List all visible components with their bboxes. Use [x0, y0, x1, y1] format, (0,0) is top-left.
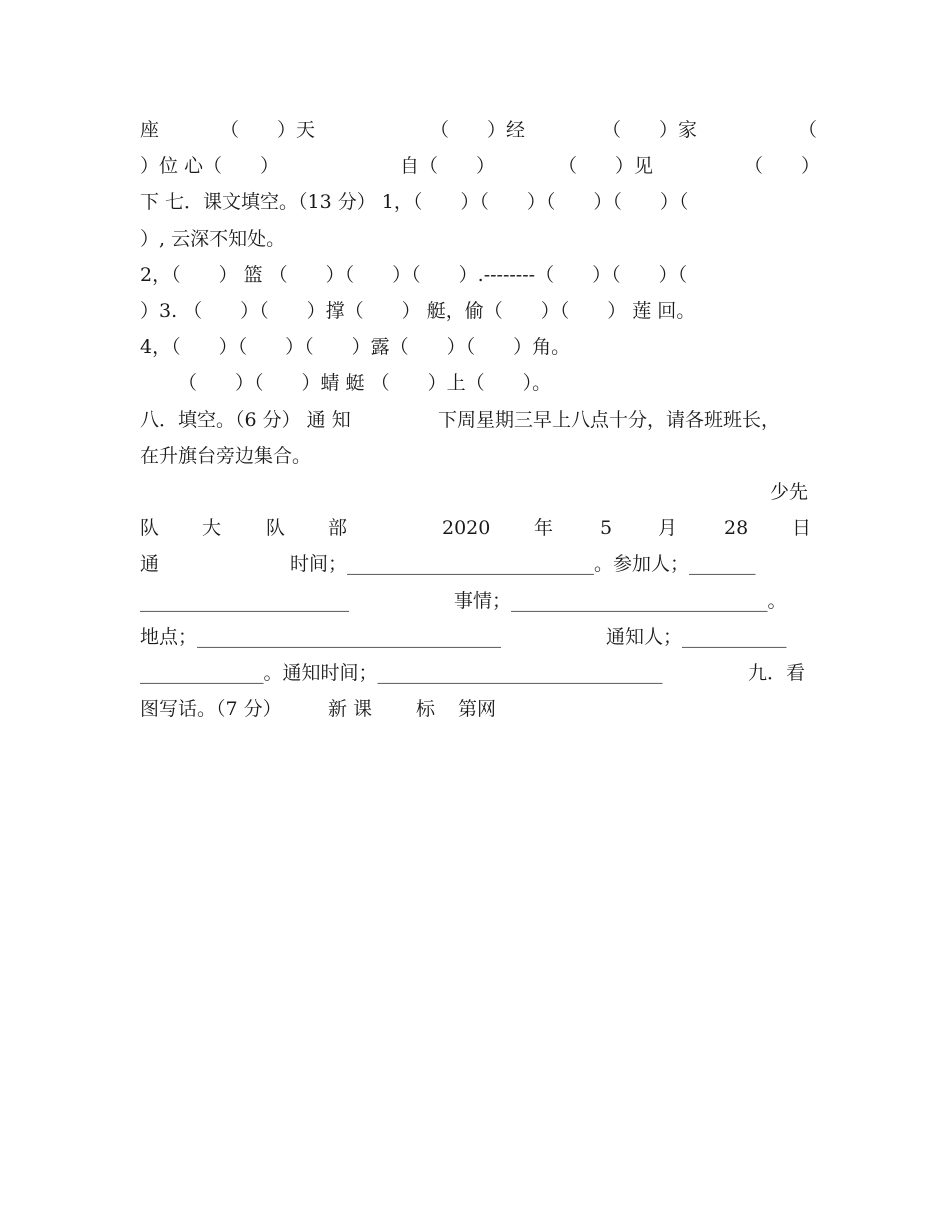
- text-segment: ______________________: [140, 589, 349, 612]
- text-segment: 28: [724, 517, 749, 540]
- text-segment: 部: [328, 517, 348, 540]
- text-segment: 第网: [458, 698, 497, 721]
- text-segment: 年: [534, 517, 554, 540]
- text-segment: （ ）经: [430, 119, 526, 141]
- text-line: [140, 332, 812, 362]
- text-segment: （ ）（ ）蜻 蜓 （ ）上（ ）。: [178, 372, 552, 395]
- text-line: [140, 368, 812, 398]
- text-segment: （ ）见: [558, 155, 654, 178]
- text-segment: ）位 心（ ）: [140, 155, 280, 178]
- text-segment: 标: [416, 698, 436, 721]
- text-segment: 通: [140, 553, 160, 576]
- text-segment: 九．看: [748, 662, 806, 684]
- text-line: [140, 694, 812, 724]
- text-line: [140, 224, 812, 254]
- text-line: [140, 187, 812, 217]
- text-line: [140, 296, 812, 326]
- text-line: [140, 477, 812, 507]
- text-segment: 下周星期三早上八点十分，请各班班长，: [438, 408, 781, 431]
- text-line: [140, 586, 812, 616]
- text-segment: 大: [202, 517, 222, 540]
- text-segment: ）3. （ ）（ ）撑（ ） 艇，偷（ ）（ ） 莲 回。: [140, 300, 696, 322]
- text-segment: 队: [140, 517, 160, 540]
- text-segment: （ ）天: [220, 119, 316, 141]
- text-line: [140, 115, 818, 145]
- text-line: [140, 260, 812, 290]
- text-segment: （: [798, 119, 818, 141]
- text-line: [140, 622, 812, 652]
- text-segment: 4，（ ）（ ）（ ）露（ ）（ ）角。: [140, 336, 571, 359]
- text-line: [140, 405, 812, 435]
- text-line: [140, 549, 812, 579]
- text-segment: ）, 云深不知处。: [140, 227, 286, 250]
- text-segment: 5: [600, 517, 613, 540]
- text-segment: 日: [792, 517, 812, 540]
- text-segment: 下 七．课文填空。（13 分） 1，（ ）（ ）（ ）（ ）（: [140, 191, 689, 214]
- text-segment: 时间；__________________________。参加人；_______: [290, 553, 756, 576]
- text-line: [140, 513, 812, 543]
- text-segment: 队: [266, 517, 286, 540]
- text-segment: 八．填空。（6 分） 通 知: [140, 408, 351, 431]
- text-segment: 2020: [442, 517, 491, 540]
- text-segment: 月: [658, 517, 678, 540]
- text-segment: 地点；________________________________: [140, 625, 502, 648]
- text-line: [140, 658, 812, 688]
- text-segment: 新 课: [328, 698, 373, 721]
- text-segment: 座: [140, 119, 160, 141]
- text-segment: _____________。通知时间；______________________________: [140, 662, 663, 684]
- text-segment: 少先: [770, 481, 809, 503]
- text-segment: 2，（ ） 篮 （ ）（ ）（ ）.--------（ ）（ ）（: [140, 263, 688, 286]
- text-segment: （ ）: [744, 155, 821, 178]
- text-segment: 通知人；___________: [606, 625, 787, 648]
- text-segment: 事情；___________________________。: [454, 589, 787, 612]
- text-line: [140, 151, 821, 181]
- text-segment: （ ）家: [602, 119, 698, 141]
- text-segment: 自（ ）: [400, 155, 496, 178]
- text-segment: 图写话。（7 分）: [140, 698, 282, 721]
- text-line: [140, 441, 812, 471]
- text-segment: 在升旗台旁边集合。: [140, 444, 312, 467]
